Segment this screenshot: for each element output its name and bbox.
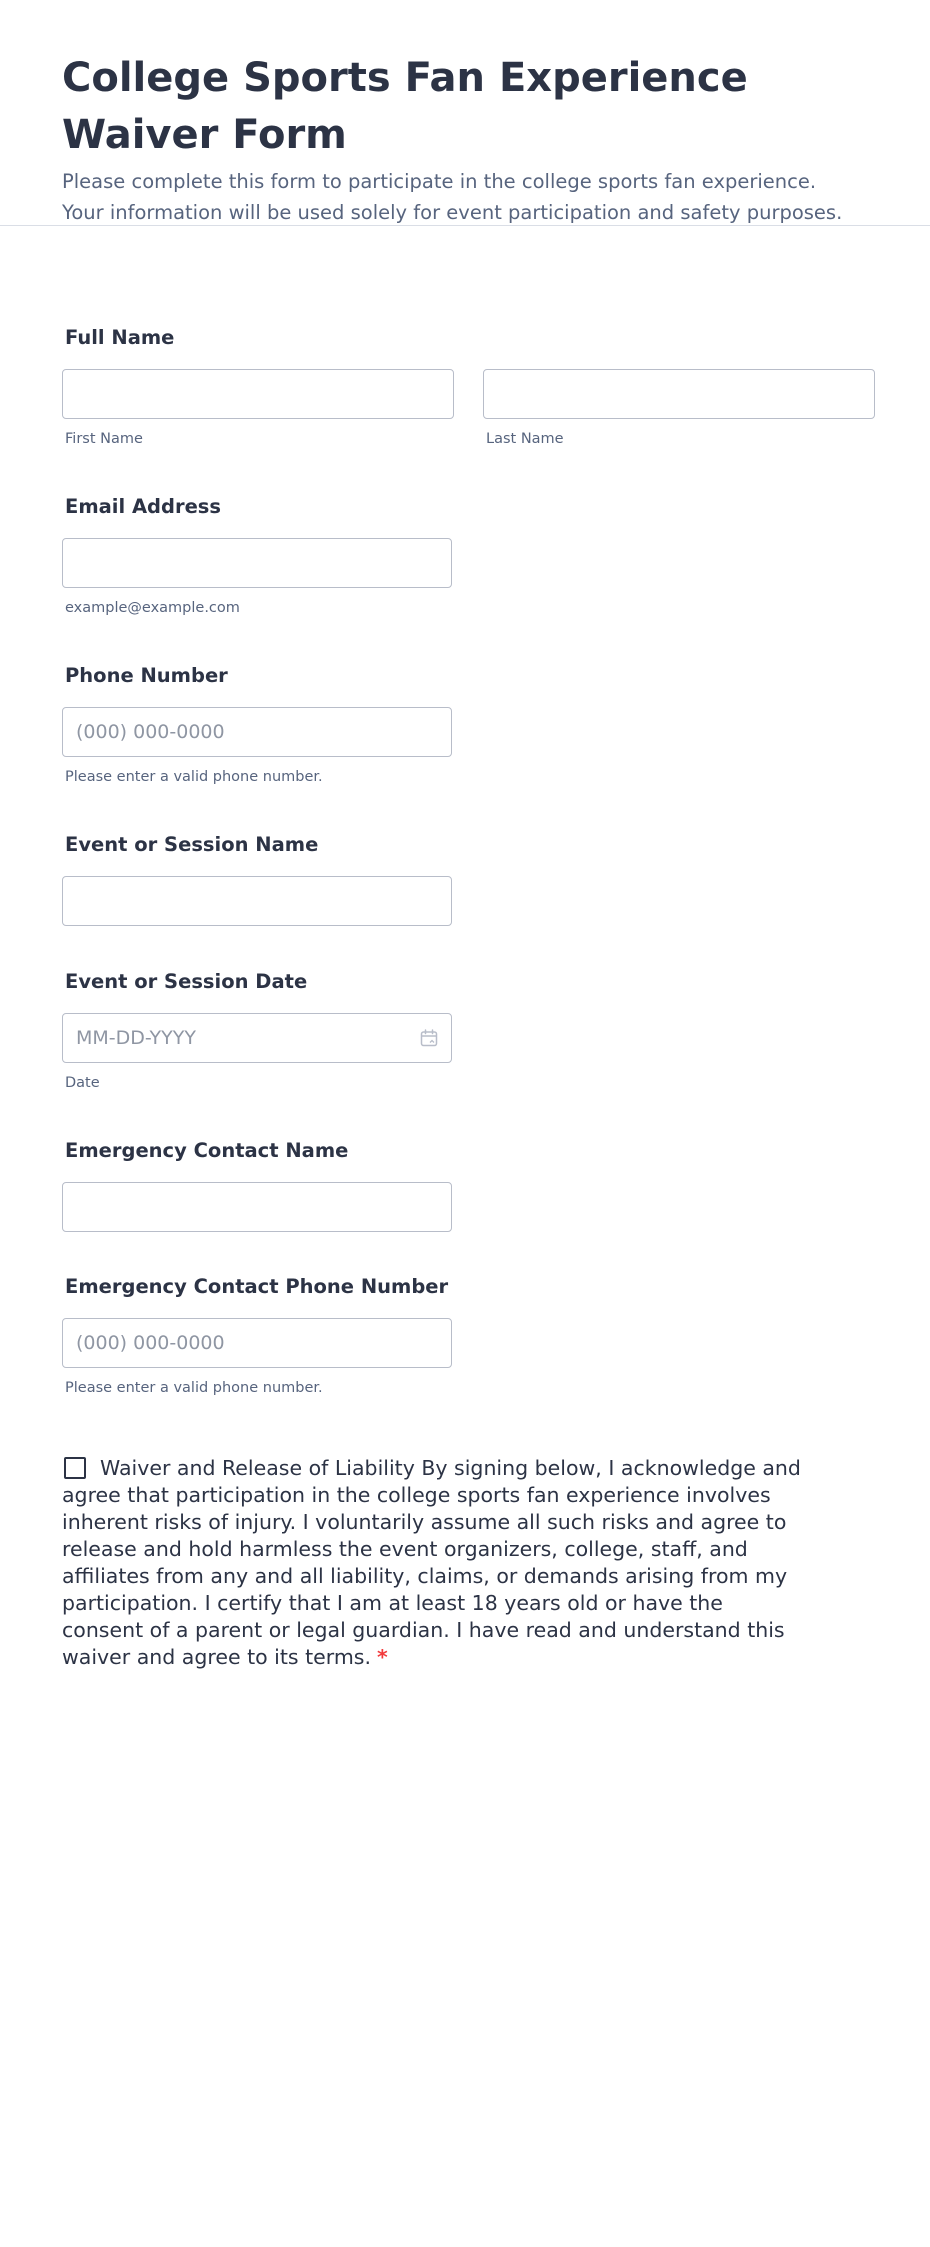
waiver-section <box>62 1455 802 1671</box>
emergency-phone-label: Emergency Contact Phone Number <box>65 1275 449 1298</box>
emergency-name-label: Emergency Contact Name <box>65 1139 349 1162</box>
event-name-label: Event or Session Name <box>65 833 319 856</box>
event-date-wrap <box>62 1013 452 1063</box>
full-name-field <box>62 326 875 448</box>
emergency-name-input[interactable] <box>62 1182 452 1232</box>
required-mark: * <box>377 1645 388 1669</box>
last-name-sublabel: Last Name <box>486 431 564 447</box>
event-date-input[interactable] <box>62 1013 452 1063</box>
phone-input[interactable] <box>62 707 452 757</box>
waiver-checkbox[interactable] <box>64 1457 86 1479</box>
event-date-label: Event or Session Date <box>65 970 308 993</box>
email-sublabel: example@example.com <box>65 600 240 616</box>
first-name-col <box>62 369 454 448</box>
waiver-text-block <box>62 1455 802 1671</box>
emergency-phone-input[interactable] <box>62 1318 452 1368</box>
full-name-row <box>62 369 875 448</box>
email-field <box>62 495 452 617</box>
event-name-input[interactable] <box>62 876 452 926</box>
email-label: Email Address <box>65 495 222 518</box>
first-name-sublabel: First Name <box>65 431 143 447</box>
form-title: College Sports Fan Experience Waiver Form <box>62 55 748 158</box>
calendar-icon[interactable] <box>419 1028 439 1048</box>
phone-sublabel: Please enter a valid phone number. <box>65 769 323 785</box>
event-date-sublabel: Date <box>65 1075 100 1091</box>
first-name-input[interactable] <box>62 369 454 419</box>
last-name-input[interactable] <box>483 369 875 419</box>
full-name-label: Full Name <box>65 326 175 349</box>
waiver-text: Waiver and Release of Liability By signing below, I acknowledge and agree that participation in the college sports fan experience involves inherent risks of injury. I voluntarily assume all such risks and agree to release and hold harmless the event organizers, college, staff, and affiliates from any and all liability, claims, or demands arising from my participation. I certify that I am at least 18 years old or have the consent of a parent or legal guardian. I have read and understand this waiver and agree to its terms. <box>62 1456 801 1669</box>
emergency-phone-field <box>62 1275 452 1397</box>
phone-label: Phone Number <box>65 664 228 687</box>
emergency-phone-sublabel: Please enter a valid phone number. <box>65 1380 323 1396</box>
emergency-name-field <box>62 1139 452 1232</box>
event-date-field <box>62 970 452 1092</box>
form-header <box>0 0 930 226</box>
phone-field <box>62 664 452 786</box>
email-input[interactable] <box>62 538 452 588</box>
form-subtitle: Please complete this form to participate in the college sports fan experience. Your information will be used solely for event participation and safety purposes. <box>62 170 843 224</box>
last-name-col <box>483 369 875 448</box>
event-name-field <box>62 833 452 926</box>
